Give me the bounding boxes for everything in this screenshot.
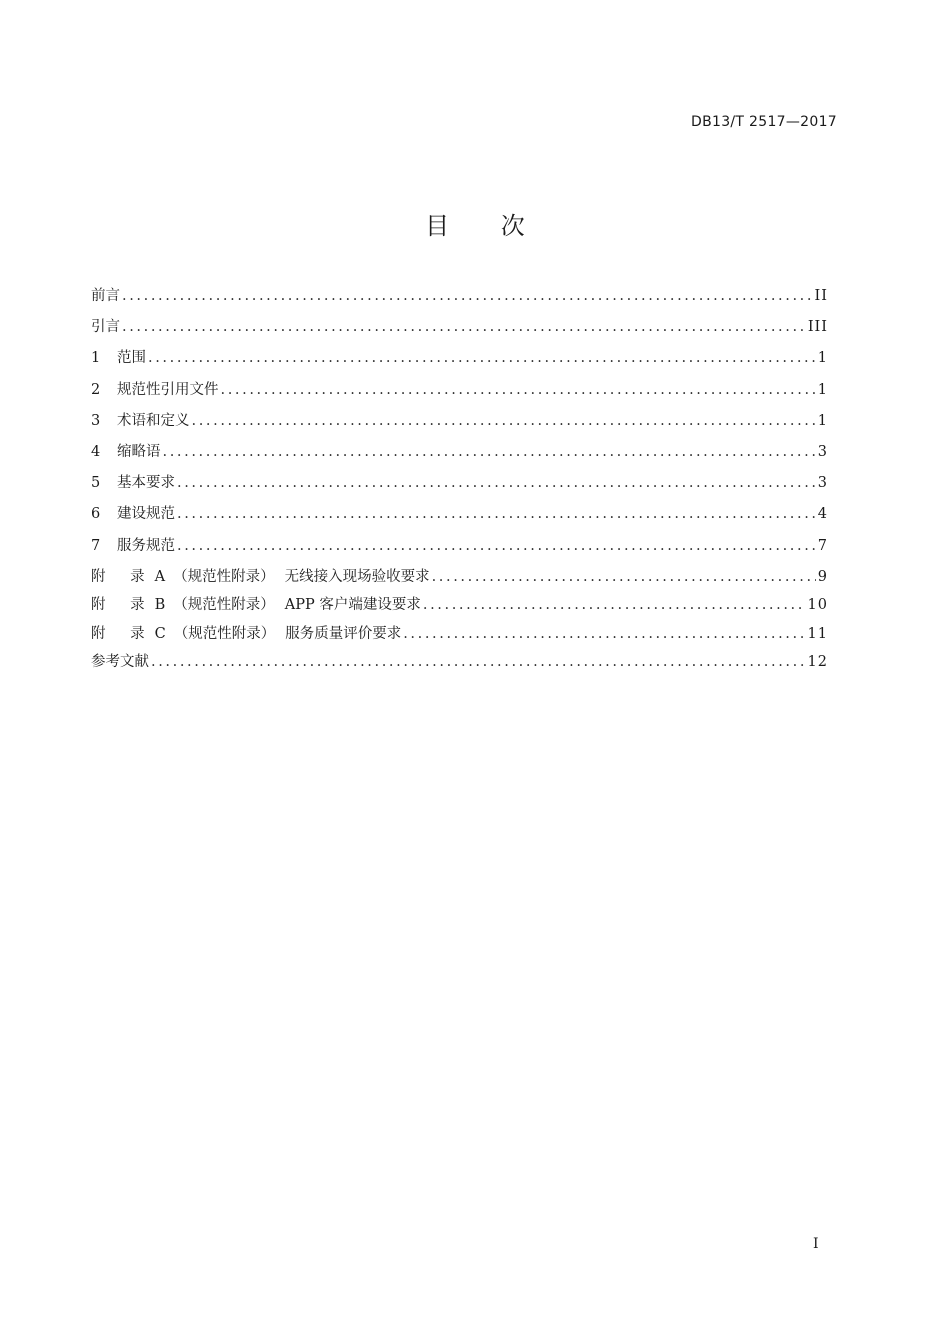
toc-entry-appendix-c[interactable] [91,622,828,651]
toc-leader-dots [151,654,806,670]
toc-entry-introduction[interactable] [91,315,828,346]
table-of-contents [91,284,828,681]
toc-entry-page: 3 [817,443,828,460]
toc-entry-bibliography[interactable] [91,650,828,681]
toc-entry-terms-definitions[interactable] [91,409,828,440]
toc-entry-service-spec[interactable] [91,534,828,565]
toc-leader-dots [163,444,816,460]
toc-entry-number: 3 [91,412,101,429]
toc-entry-text: 服务质量评价要求 [285,625,402,642]
toc-leader-dots [177,506,816,522]
toc-appendix-kind: （规范性附录） [173,625,276,642]
toc-appendix-label: 附 录 [91,568,155,585]
toc-entry-page: 1 [817,412,828,429]
toc-entry-number: 4 [91,443,101,460]
toc-entry-text: 前言 [91,288,120,304]
toc-entry-page: 12 [807,654,828,671]
toc-entry-number: 5 [91,475,101,492]
toc-entry-text: 建设规范 [117,506,175,523]
toc-appendix-letter: C [154,625,166,642]
toc-title: 目 次 [425,212,547,240]
toc-leader-dots [177,475,816,491]
toc-entry-appendix-a[interactable] [91,565,828,594]
toc-entry-text: APP 客户端建设要求 [284,597,421,614]
toc-entry-page: 1 [817,381,828,398]
toc-entry-page: 9 [817,568,828,585]
toc-entry-text: 缩略语 [117,443,161,460]
toc-leader-dots [192,413,816,429]
toc-appendix-kind: （规范性附录） [173,597,275,614]
toc-leader-dots [177,538,816,554]
toc-entry-construction-spec[interactable] [91,502,828,533]
toc-entry-page: 11 [807,625,828,642]
toc-entry-appendix-b[interactable] [91,593,828,622]
toc-leader-dots [432,569,816,585]
toc-entry-text: 规范性引用文件 [117,381,219,398]
toc-entry-text: 参考文献 [91,654,149,671]
toc-entry-text: 术语和定义 [117,412,190,429]
toc-leader-dots [122,288,813,304]
toc-entry-basic-requirements[interactable] [91,471,828,502]
toc-appendix-label: 附 录 [91,597,155,614]
toc-entry-page: 3 [817,475,828,492]
toc-entry-abbreviations[interactable] [91,440,828,471]
toc-entry-text: 无线接入现场验收要求 [284,568,430,585]
toc-entry-number: 6 [91,506,101,523]
toc-appendix-kind: （规范性附录） [173,568,275,585]
toc-entry-text: 引言 [91,319,120,336]
toc-entry-page: 1 [817,350,828,367]
toc-entry-normative-references[interactable] [91,378,828,409]
toc-entry-page: III [807,319,828,336]
toc-leader-dots [221,382,816,398]
toc-appendix-letter: B [154,597,166,614]
page-number: I [813,1236,819,1252]
document-code: DB13/T 2517—2017 [691,114,837,130]
toc-entry-text: 范围 [117,350,146,367]
toc-appendix-label: 附 录 [91,625,155,642]
toc-leader-dots [403,626,805,642]
toc-entry-page: 10 [807,597,828,614]
toc-leader-dots [148,350,816,366]
toc-appendix-letter: A [154,568,166,585]
toc-entry-text: 服务规范 [117,537,175,554]
toc-entry-foreword[interactable] [91,284,828,315]
toc-entry-number: 7 [91,537,101,554]
toc-entry-scope[interactable] [91,346,828,377]
toc-entry-number: 2 [91,381,101,398]
toc-leader-dots [423,597,806,613]
toc-entry-page: II [814,288,828,304]
toc-entry-page: 7 [817,537,828,554]
toc-leader-dots [122,319,806,335]
toc-entry-number: 1 [91,350,101,367]
toc-entry-text: 基本要求 [117,475,175,492]
toc-entry-page: 4 [817,506,828,523]
